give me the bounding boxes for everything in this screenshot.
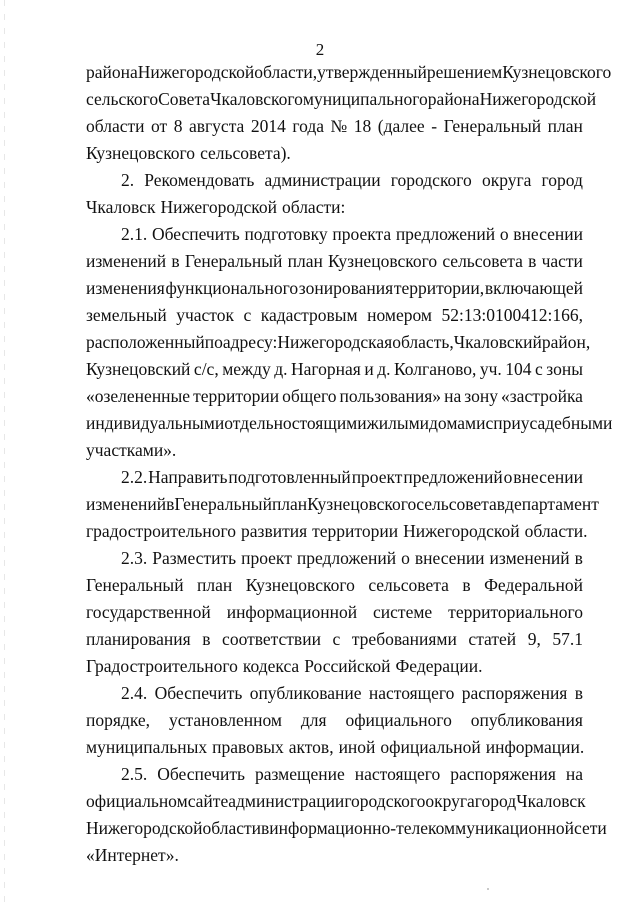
text-line: индивидуальными отдельно стоящими жилыми домами с приусадебными xyxy=(86,413,613,433)
text-line: расположенный по адресу: Нижегородская область, Чкаловский район, xyxy=(86,332,591,352)
text-line: 2.5. Обеспечить размещение настоящего распоряжения на xyxy=(121,764,583,784)
text-line: 2.3. Разместить проект предложений о внесении изменений в xyxy=(121,548,583,568)
text-line: земельный участок с кадастровым номером 52:13:0100412:166, xyxy=(86,305,583,325)
text-line: официальном сайте администрации городского округа город Чкаловск xyxy=(86,791,586,811)
text-line: 2.4. Обеспечить опубликование настоящего распоряжения в xyxy=(121,683,583,703)
text-line: муниципальных правовых актов, иной официальной информации. xyxy=(86,737,585,757)
text-line: Чкаловск Нижегородской области: xyxy=(86,197,346,217)
text-line: Кузнецовский с/с, между д. Нагорная и д. Колганово, уч. 104 с зоны xyxy=(86,359,583,379)
text-line: района Нижегородской области, утвержденный решением Кузнецовского xyxy=(86,62,612,82)
scan-edge-marks xyxy=(4,0,5,905)
text-line: участками». xyxy=(86,440,177,460)
text-line: изменения функционального зонирования территории, включающей xyxy=(86,278,583,298)
text-line: Градостроительного кодекса Российской Федерации. xyxy=(86,656,483,676)
text-line: 2.2. Направить подготовленный проект предложений о внесении xyxy=(121,467,583,487)
text-line: «Интернет». xyxy=(86,845,179,865)
text-line: изменений в Генеральный план Кузнецовского сельсовета в части xyxy=(86,251,583,271)
text-line: изменений в Генеральный план Кузнецовского сельсовета в департамент xyxy=(86,494,599,514)
text-line: планирования в соответствии с требованиями статей 9, 57.1 xyxy=(86,629,583,649)
text-line: градостроительного развития территории Нижегородской области. xyxy=(86,521,588,541)
text-line: государственной информационной системе территориального xyxy=(86,602,583,622)
text-line: сельского Совета Чкаловского муниципального района Нижегородской xyxy=(86,89,597,109)
text-line: Нижегородской области в информационно-телекоммуникационной сети xyxy=(86,818,607,838)
scan-speck xyxy=(487,888,489,890)
text-line: области от 8 августа 2014 года № 18 (далее - Генеральный план xyxy=(86,116,583,136)
text-line: 2.1. Обеспечить подготовку проекта предложений о внесении xyxy=(121,224,583,244)
text-line: 2. Рекомендовать администрации городского округа город xyxy=(121,170,583,190)
text-line: порядке, установленном для официального опубликования xyxy=(86,710,583,730)
text-line: Кузнецовского сельсовета). xyxy=(86,143,291,163)
text-line: Генеральный план Кузнецовского сельсовета в Федеральной xyxy=(86,575,583,595)
text-line: «озелененные территории общего пользования» на зону «застройка xyxy=(86,386,583,406)
page-number: 2 xyxy=(315,40,325,59)
